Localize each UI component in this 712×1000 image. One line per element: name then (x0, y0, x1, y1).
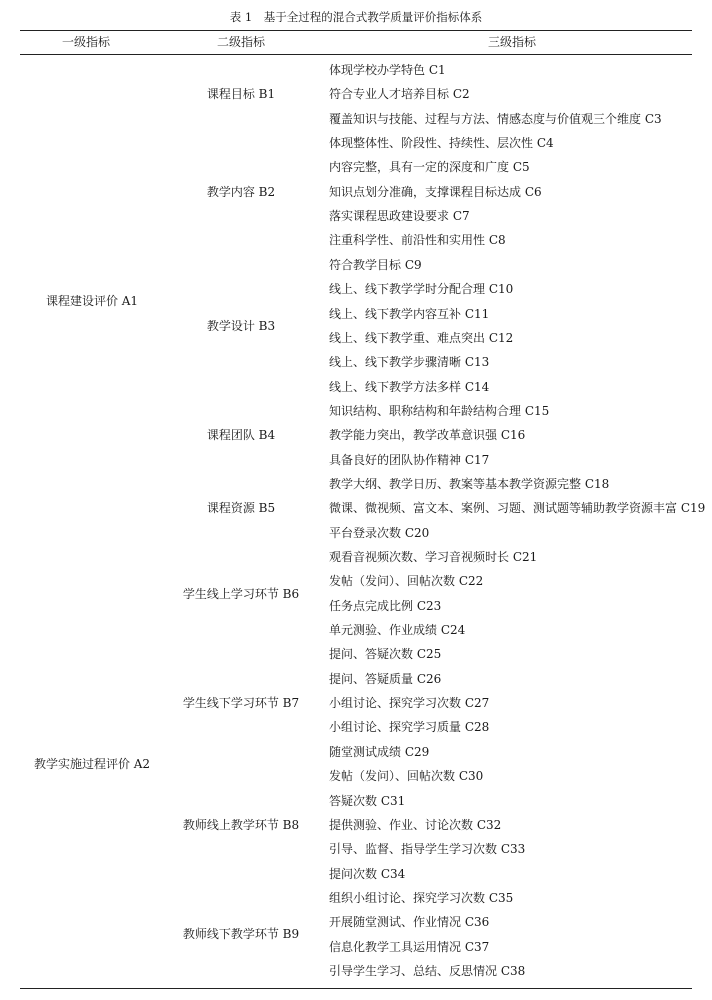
level3-item: 知识点划分准确，支撑课程目标达成 C6 (329, 184, 542, 199)
level3-item: 覆盖知识与技能、过程与方法、情感态度与价值观三个维度 C3 (329, 111, 662, 126)
level2-item: 教师线下教学环节 B9 (182, 927, 300, 942)
level3-item: 发帖（发问）、回帖次数 C22 (329, 574, 484, 589)
level3-item: 随堂测试成绩 C29 (329, 744, 430, 759)
header-level1: 一级指标 (61, 35, 111, 49)
level3-item: 答疑次数 C31 (329, 793, 406, 808)
level3-item: 信息化教学工具运用情况 C37 (329, 939, 490, 954)
level3-item: 引导学生学习、总结、反思情况 C38 (329, 963, 526, 978)
level2-item: 学生线下学习环节 B7 (182, 696, 300, 711)
level3-item: 提问次数 C34 (329, 866, 406, 881)
level2-item: 教学内容 B2 (206, 184, 276, 199)
level3-item: 线上、线下教学方法多样 C14 (329, 379, 490, 394)
level2-item: 教学设计 B3 (206, 318, 276, 333)
level3-item: 提供测验、作业、讨论次数 C32 (329, 817, 502, 832)
level2-item: 课程团队 B4 (206, 428, 276, 443)
level3-item: 小组讨论、探究学习质量 C28 (329, 720, 490, 735)
level1-item: 教学实施过程评价 A2 (33, 756, 151, 771)
header-level2: 二级指标 (216, 35, 266, 49)
level3-item: 教学大纲、教学日历、教案等基本教学资源完整 C18 (329, 476, 610, 491)
level3-item: 开展随堂测试、作业情况 C36 (329, 915, 490, 930)
level2-item: 学生线上学习环节 B6 (182, 586, 300, 601)
header-level3: 三级指标 (487, 35, 537, 49)
level3-item: 线上、线下教学学时分配合理 C10 (329, 282, 514, 297)
level3-item: 发帖（发问）、回帖次数 C30 (329, 769, 484, 784)
level3-item: 落实课程思政建设要求 C7 (329, 209, 470, 224)
level3-item: 注重科学性、前沿性和实用性 C8 (329, 233, 506, 248)
table-bottom-rule (20, 988, 692, 989)
level3-item: 组织小组讨论、探究学习次数 C35 (329, 890, 514, 905)
level3-item: 体现学校办学特色 C1 (329, 63, 446, 77)
level3-item: 提问、答疑质量 C26 (329, 671, 442, 686)
level3-item: 线上、线下教学内容互补 C11 (329, 306, 490, 321)
level3-item: 单元测验、作业成绩 C24 (329, 623, 466, 638)
level3-item: 线上、线下教学步骤清晰 C13 (329, 355, 490, 370)
level3-item: 小组讨论、探究学习次数 C27 (329, 696, 490, 711)
level3-item: 教学能力突出，教学改革意识强 C16 (329, 428, 526, 443)
level3-item: 观看音视频次数、学习音视频时长 C21 (329, 550, 538, 564)
level2-item: 课程目标 B1 (206, 87, 276, 102)
table-caption: 表 1 基于全过程的混合式教学质量评价指标体系 (229, 10, 483, 24)
level2-item: 教师线上教学环节 B8 (182, 817, 300, 832)
level3-item: 提问、答疑次数 C25 (329, 647, 442, 662)
level3-item: 具备良好的团队协作精神 C17 (329, 452, 490, 467)
table-header-rule (20, 54, 692, 55)
level2-item: 课程资源 B5 (206, 501, 276, 516)
level3-item: 符合专业人才培养目标 C2 (329, 87, 470, 102)
level3-item: 线上、线下教学重、难点突出 C12 (329, 330, 514, 345)
level3-item: 符合教学目标 C9 (329, 257, 422, 272)
level3-item: 引导、监督、指导学生学习次数 C33 (329, 842, 526, 857)
level3-item: 微课、微视频、富文本、案例、习题、测试题等辅助教学资源丰富 C19 (329, 501, 706, 516)
level1-item: 课程建设评价 A1 (45, 294, 139, 309)
level3-item: 任务点完成比例 C23 (329, 598, 442, 613)
level3-item: 知识结构、职称结构和年龄结构合理 C15 (329, 403, 550, 418)
level3-item: 内容完整，具有一定的深度和广度 C5 (329, 160, 530, 175)
level3-item: 体现整体性、阶段性、持续性、层次性 C4 (329, 136, 554, 151)
level3-item: 平台登录次数 C20 (329, 525, 430, 540)
table-top-rule (20, 30, 692, 31)
